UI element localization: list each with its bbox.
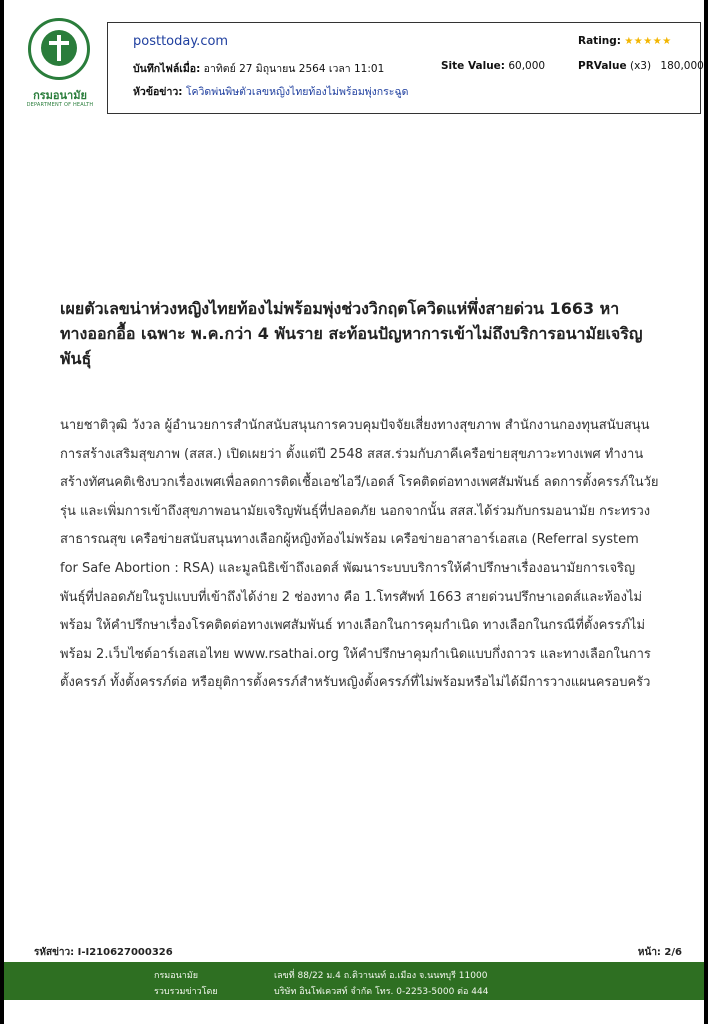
pr-value-number: 180,000 xyxy=(660,60,704,72)
news-code xyxy=(34,945,173,960)
rating-label: Rating: xyxy=(578,35,621,47)
pr-value-multiplier: (x3) xyxy=(629,60,652,72)
source-site: posttoday.com xyxy=(133,34,229,49)
document-page xyxy=(4,0,704,1024)
news-code-value: I-I210627000326 xyxy=(77,947,173,958)
pr-value-label: PRValue xyxy=(578,60,627,72)
footer-address: เลขที่ 88/22 ม.4 ถ.ติวานนท์ อ.เมือง จ.นนทบุรี 11000 xyxy=(274,971,488,981)
logo-name: กรมอนามัย xyxy=(33,89,87,102)
site-value-number: 60,000 xyxy=(508,60,546,72)
site-value-label: Site Value: xyxy=(441,60,505,72)
department-logo xyxy=(20,16,100,112)
saved-label: บันทึกไฟล์เมื่อ: xyxy=(133,63,201,75)
article-body: นายชาติวุฒิ วังวล ผู้อำนวยการสำนักสนับสนุนการควบคุมปัจจัยเสี่ยงทางสุขภาพ สำนักงานกองทุนสนับสนุนการสร้างเสริมสุขภาพ (สสส.) เปิดเผยว่า ตั้งแต่ปี 2548 สสส.ร่วมกับภาคีเครือข่ายสุขภาวะทางเพศ ทำงานสร้างทัศนคติเชิงบวกเรื่องเพศเพื่อลดการติดเชื้อเอชไอวี/เอดส์ โรคติดต่อทางเพศสัมพันธ์ ลดการตั้งครรภ์ในวัยรุ่น และเพิ่มการเข้าถึงสุขภาพอนามัยเจริญพันธุ์ที่ปลอดภัย นอกจากนั้น สสส.ได้ร่วมกับกรมอนามัย กระทรวงสาธารณสุข เครือข่ายสนับสนุนทางเลือกผู้หญิงท้องไม่พร้อม เครือข่ายอาสาอาร์เอสเอ (Referral system for Safe Abortion : RSA) และมูลนิธิเข้าถึงเอดส์ พัฒนาระบบบริการให้คำปรึกษาเรื่องอนามัยการเจริญพันธุ์ที่ปลอดภัยในรูปแบบที่เข้าถึงได้ง่าย 2 ช่องทาง คือ 1.โทรศัพท์ 1663 สายด่วนปรึกษาเอดส์และท้องไม่พร้อม ให้คำปรึกษาเรื่องโรคติดต่อทางเพศสัมพันธ์ ทางเลือกในการคุมกำเนิด ทางเลือกในกรณีที่ตั้งครรภ์ไม่พร้อม 2.เว็บไซต์อาร์เอสเอไทย www.rsathai.org ให้คำปรึกษาคุมกำเนิดแบบกึ่งถาวร และทางเลือกในการตั้งครรภ์ ทั้งตั้งครรภ์ต่อ หรือยุติการตั้งครรภ์สำหรับหญิงตั้งครรภ์ที่ไม่พร้อมหรือไม่ได้มีการวางแผนครอบครัว xyxy=(60,418,659,691)
saved-value: อาทิตย์ 27 มิถุนายน 2564 เวลา 11:01 xyxy=(203,63,385,75)
site-value xyxy=(441,60,545,72)
news-code-label: รหัสข่าว: xyxy=(34,947,75,958)
topic-label: หัวข้อข่าว: xyxy=(133,86,183,98)
topic-value: โควิดพ่นพิษตัวเลขหญิงไทยท้องไม่พร้อมพุ่งกระฉูด xyxy=(185,86,409,98)
news-info-box xyxy=(107,22,704,114)
star-icon: ★★★★★ xyxy=(624,36,672,47)
seal-icon xyxy=(28,18,90,80)
news-topic xyxy=(133,83,408,100)
logo-subtitle: DEPARTMENT OF HEALTH xyxy=(26,102,94,108)
footer-department: กรมอนามัย xyxy=(154,971,199,981)
rating xyxy=(578,35,672,47)
article-headline: เผยตัวเลขน่าห่วงหญิงไทยท้องไม่พร้อมพุ่งช่วงวิกฤตโควิดแห่พึ่งสายด่วน 1663 หาทางออกอื้อ เฉพาะ พ.ค.กว่า 4 พันราย สะท้อนปัญหาการเข้าไม่ถึงบริการอนามัยเจริญพันธุ์ xyxy=(60,299,643,368)
page-label: หน้า: xyxy=(637,947,661,958)
footer-bar xyxy=(4,962,704,1000)
footer-compiled-by: รวบรวมข่าวโดย xyxy=(154,987,218,997)
saved-date xyxy=(133,60,384,77)
page-value: 2/6 xyxy=(664,947,682,958)
pr-value xyxy=(578,60,704,72)
page-number xyxy=(638,945,682,960)
footer-company: บริษัท อินโฟเควสท์ จำกัด โทร. 0-2253-5000 ต่อ 444 xyxy=(274,987,489,997)
